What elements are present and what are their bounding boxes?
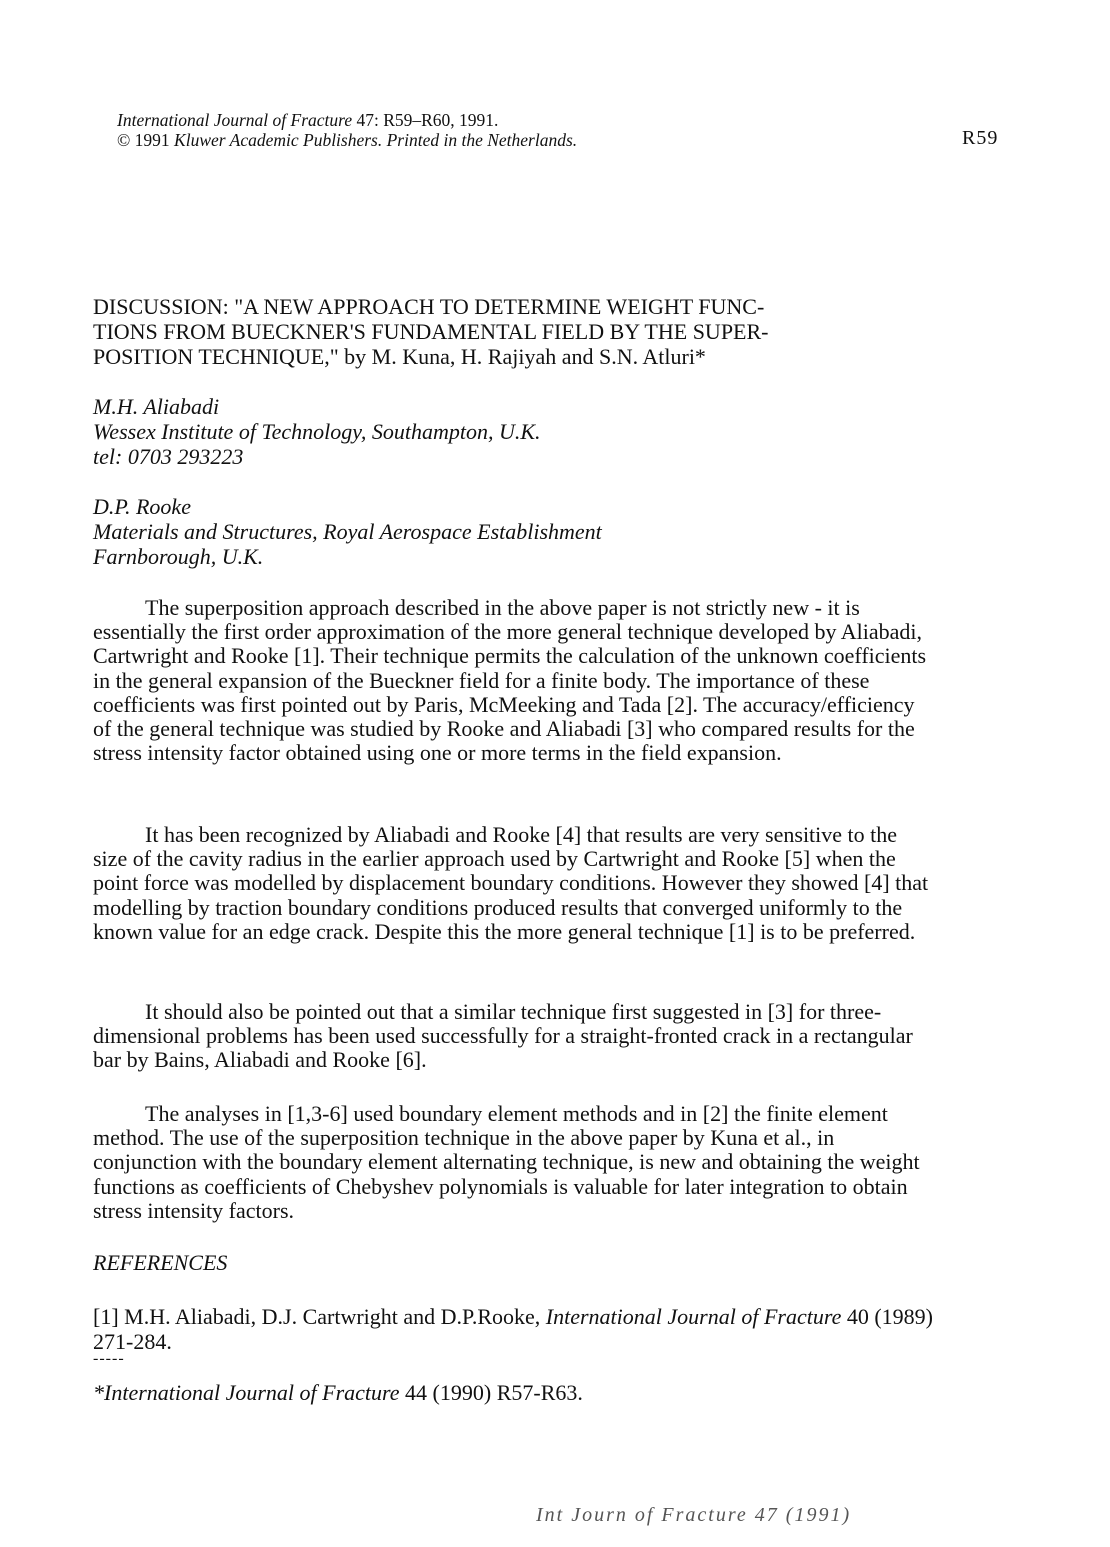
reference-details: 40 (1989) 271-284. — [93, 1304, 933, 1354]
footnote-journal: *International Journal of Fracture — [93, 1380, 400, 1405]
page-number: R59 — [962, 127, 999, 149]
title-line-1: DISCUSSION: "A NEW APPROACH TO DETERMINE WEIGHT FUNC- — [93, 294, 765, 319]
author-name: M.H. Aliabadi — [93, 394, 220, 419]
footnote — [93, 1380, 583, 1406]
journal-name: International Journal of Fracture — [117, 110, 353, 130]
journal-volume: 47: R59–R60, 1991. — [352, 110, 499, 130]
author-block-2 — [93, 494, 953, 569]
footnote-separator: ----- — [93, 1350, 125, 1367]
footnote-details: 44 (1990) R57-R63. — [399, 1380, 583, 1405]
author-name: D.P. Rooke — [93, 494, 191, 519]
reference-1 — [93, 1304, 933, 1354]
reference-journal: International Journal of Fracture — [545, 1304, 842, 1329]
author-affiliation: Materials and Structures, Royal Aerospace Establishment — [93, 519, 602, 544]
body-paragraph-3: It should also be pointed out that a similar technique first suggested in [3] for three-dimensional problems has been used successfully for a straight-fronted crack in a rectangular bar by Bains, Aliabadi and Rooke [6]. — [93, 999, 913, 1073]
body-paragraph-2: It has been recognized by Aliabadi and Rooke [4] that results are very sensitive to the size of the cavity radius in the earlier approach used by Cartwright and Rooke [5] when the point force was modelled by displacement boundary conditions. However they showed [4] that modelling by traction boundary conditions produced results that converged uniformly to the known value for an edge crack. Despite this the more general technique [1] is to be preferred. — [93, 822, 929, 944]
body-paragraph-1: The superposition approach described in the above paper is not strictly new - it is essentially the first order approximation of the more general technique developed by Aliabadi, Cartwright and Rooke [1]. Their technique permits the calculation of the unknown coefficients in the general expansion of the Bueckner field for a finite body. The importance of these coefficients was first pointed out by Paris, McMeeking and Tada [2]. The accuracy/efficiency of the general technique was studied by Rooke and Aliabadi [3] who compared results for the stress intensity factor obtained using one or more terms in the field expansion. — [93, 595, 927, 766]
author-block-1 — [93, 394, 953, 469]
author-telephone: tel: 0703 293223 — [93, 444, 244, 469]
title-line-3: POSITION TECHNIQUE," by M. Kuna, H. Rajiyah and S.N. Atluri* — [93, 344, 706, 369]
reference-authors: [1] M.H. Aliabadi, D.J. Cartwright and D.P.Rooke, — [93, 1304, 546, 1329]
publisher-line: Kluwer Academic Publishers. Printed in the Netherlands. — [174, 130, 578, 150]
title-line-2: TIONS FROM BUECKNER'S FUNDAMENTAL FIELD BY THE SUPER- — [93, 319, 769, 344]
paper-title — [93, 294, 953, 369]
footer-stamp: Int Journ of Fracture 47 (1991) — [536, 1504, 852, 1526]
author-affiliation: Wessex Institute of Technology, Southampton, U.K. — [93, 419, 541, 444]
references-heading: REFERENCES — [93, 1250, 228, 1275]
copyright-year: © 1991 — [117, 130, 175, 150]
author-location: Farnborough, U.K. — [93, 544, 264, 569]
journal-header — [117, 110, 817, 150]
body-paragraph-4: The analyses in [1,3-6] used boundary element methods and in [2] the finite element method. The use of the superposition technique in the above paper by Kuna et al., in conjunction with the boundary element alternating technique, is new and obtaining the weight functions as coefficients of Chebyshev polynomials is valuable for later integration to obtain stress intensity factors. — [93, 1101, 920, 1223]
